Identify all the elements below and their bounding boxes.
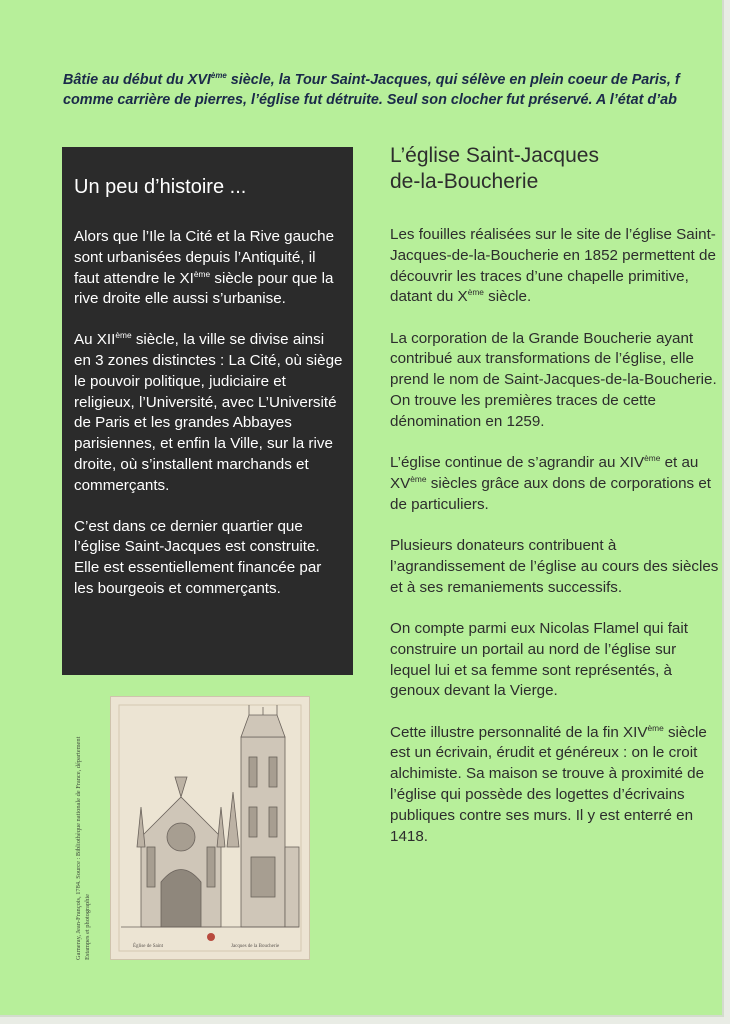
history-paragraph-2: Au XIIème siècle, la ville se divise ainsi en 3 zones distinctes : La Cité, où siège le pouvoir politique, judiciaire et religieux, l’Université, avec L’Université de Paris et les grandes Abbayes parisiennes, et enfin la Ville, sur la rive droite, où s’installent marchands et commerçants. bbox=[74, 330, 343, 494]
history-title: Un peu d’histoire ... bbox=[74, 176, 247, 198]
intro-line-2: comme carrière de pierres, l’église fut détruite. Seul son clocher fut préservé. A l’état d’ab bbox=[63, 92, 677, 108]
article-paragraph-2: La corporation de la Grande Boucherie ayant contribué aux transformations de l’église, elle prend le nom de Saint-Jacques-de-la-Boucherie. On trouve les premières traces de cette dénomination en 1259. bbox=[390, 329, 717, 430]
engraving-credit: Garneray, Jean-François, 1784. Source : Bibliothèque nationale de France, département Estampes et photographie bbox=[75, 736, 91, 960]
article-paragraph-4: Plusieurs donateurs contribuent à l’agrandissement de l’église au cours des siècles et à ses remaniements successifs. bbox=[390, 537, 719, 596]
history-paragraph-3: C’est dans ce dernier quartier que l’église Saint-Jacques est construite. bbox=[74, 517, 320, 556]
article-column bbox=[390, 143, 720, 868]
article-paragraph-6: Cette illustre personnalité de la fin XIVème siècle est un écrivain, érudit et généreux : on le croit alchimiste. Sa maison se trouve à proximité de l’église qui possède des logettes d’écrivains publiques contre ses murs. Il y est enterré en 1418. bbox=[390, 722, 707, 845]
article-paragraph-5: On compte parmi eux Nicolas Flamel qui fait construire un portail au nord de l’église sur lequel lui et sa femme sont représentés, à genoux devant la Vierge. bbox=[390, 619, 688, 700]
article-paragraph-3: L’église continue de s’agrandir au XIVème et au XVème siècles grâce aux dons de corporations et de particuliers. bbox=[390, 453, 712, 513]
church-engraving bbox=[110, 696, 310, 960]
church-engraving-image bbox=[111, 697, 309, 959]
history-paragraph-1: Alors que l’Ile la Cité et la Rive gauche sont urbanisées depuis l’Antiquité, il faut attendre le XIème siècle pour que la rive droite elle aussi s’urbanise. bbox=[74, 228, 335, 308]
engraving-caption-right: Jacques de la Boucherie bbox=[231, 944, 280, 949]
intro-text bbox=[63, 70, 724, 110]
history-paragraph-4: Elle est essentiellement financée par les bourgeois et commerçants. bbox=[74, 559, 322, 597]
article-paragraph-1: Les fouilles réalisées sur le site de l’église Saint-Jacques-de-la-Boucherie en 1852 permettent de découvrir les traces d’une chapelle primitive, datant du Xème siècle. bbox=[390, 226, 716, 306]
article-title: L’église Saint-Jacques de-la-Boucherie bbox=[390, 144, 599, 193]
history-box bbox=[62, 147, 353, 675]
engraving-caption-left: Église de Saint bbox=[133, 944, 163, 949]
intro-line-1: Bâtie au début du XVIème siècle, la Tour Saint-Jacques, qui sélève en plein coeur de Paris, f bbox=[63, 71, 680, 88]
